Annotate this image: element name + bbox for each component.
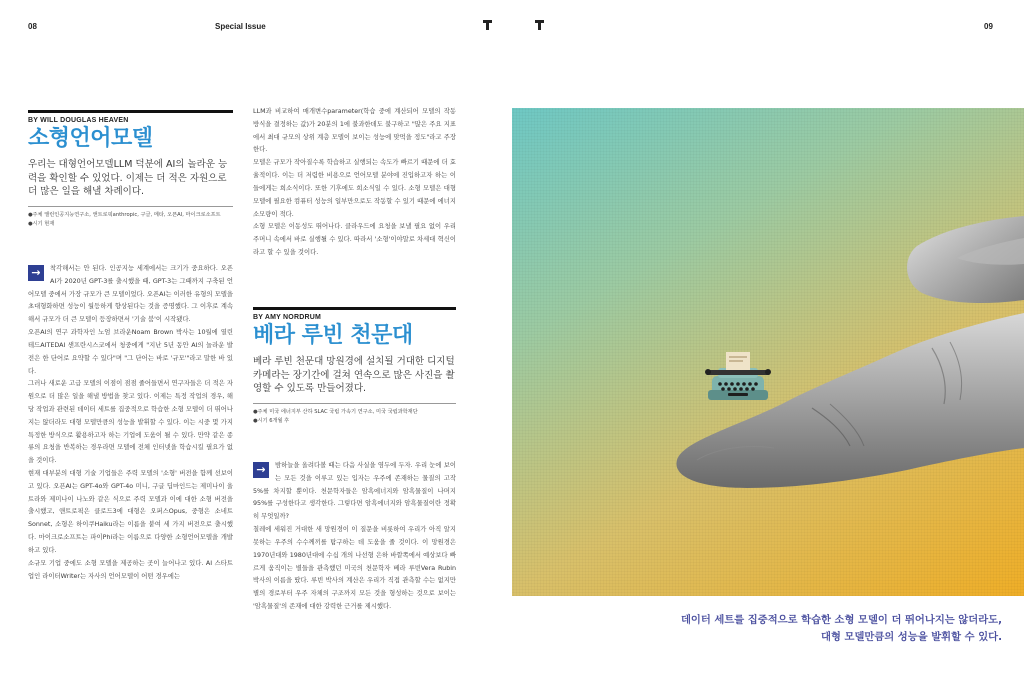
article2-body: [253, 460, 456, 614]
typewriter-on-finger-icon: [512, 108, 1024, 596]
article1-continued: [253, 106, 456, 260]
article1-topic-who: ●주체 앨런인공지능연구소, 앤트로픽anthropic, 구글, 메타, 오픈AI, 마이크로소프트: [28, 211, 221, 218]
article2-topics: [253, 403, 456, 426]
arrow-right-icon: →: [253, 462, 269, 478]
article1-paragraph: 그러나 새로운 고급 모델의 이점이 점점 줄어들면서 연구자들은 더 적은 자원으로 더 많은 일을 해낼 방법을 찾고 있다. 이제는 특정 작업의 경우, 해당 작업과 관련된 데이터 세트를 집중적으로 학습한 소형 모델이 더 뛰어나지는 않더라도 대형 모델만큼의 성능을 발휘할 수 있다. 이는 시중 몇 가지 특정한 방식으로 활용하고자 하는 기업에 도움이 될 수 있다. 만약 같은 종류의 요청을 반복하는 경우라면 모델에 전체 인터넷을 학습시킬 필요가 없을 것이다.: [28, 380, 233, 465]
magazine-logo-icon: [535, 20, 544, 30]
photo-caption: [620, 612, 1002, 645]
article2-paragraph: 칠레에 세워진 거대한 새 망원경이 이 질문을 비롯하여 우리가 아직 알지 못하는 우주의 수수께끼를 탐구하는 데 도움을 줄 것이다. 이 망원경은 1970년대와 1980년대에 수십 개의 나선형 은하 바깥쪽에서 예상보다 빠르게 움직이는 별들을 관측했던 미국의 천문학자 베라 루빈Vera Rubin 박사의 이름을 땄다. 루빈 박사의 계산은 우리가 직접 관측할 수는 없지만 별의 경로부터 우주 자체의 구조까지 모든 것을 형성하는 것으로 보이는 '암흑물질'의 존재에 대한 강력한 근거를 제시했다.: [253, 526, 456, 610]
article2-byline: BY AMY NORDRUM: [253, 314, 322, 321]
article1-byline: BY WILL DOUGLAS HEAVEN: [28, 117, 129, 124]
feature-photo: [512, 108, 1024, 596]
page-number-left: 08: [28, 22, 37, 31]
page-number-right: 09: [984, 22, 993, 31]
article2-topic-who: ●주체 미국 에너지부 산하 SLAC 국립 가속기 연구소, 미국 국립과학재단: [253, 408, 418, 415]
article1-paragraph: 모델은 규모가 작아질수록 학습하고 실행되는 속도가 빠르기 때문에 더 효율적이다. 이는 더 저렴한 비용으로 언어모델 분야에 진입하고자 하는 이들에게는 희소식이다. 또한 기후에도 희소식일 수 있다. 소형 모델은 대형 모델에 필요한 컴퓨터 성능의 일부만으로도 작동할 수 있기 때문에 에너지 소모량이 적다.: [253, 159, 456, 218]
article1-paragraph: 오픈AI의 연구 과학자인 노엄 브라운Noam Brown 박사는 10월에 열린 테드AITEDAI 샌프란시스코에서 청중에게 "지난 5년 동안 AI의 놀라운 발전은 한 단어로 요약할 수 있다"며 "그 단어는 바로 '규모'"라고 말한 바 있다.: [28, 329, 233, 375]
article1-body: [28, 263, 233, 583]
article2-deck: 베라 루빈 천문대 망원경에 설치될 거대한 디지털카메라는 장기간에 걸쳐 연속으로 많은 사진을 촬영할 수 있도록 만들어졌다.: [253, 356, 455, 395]
article1-header: [28, 110, 233, 229]
article2-header: [253, 307, 456, 426]
article1-rule: [28, 110, 233, 113]
article1-paragraph: 착각해서는 안 된다. 인공지능 세계에서는 크기가 중요하다. 오픈AI가 2020년 GPT-3를 출시했을 때, GPT-3는 그때까지 구축된 언어모델 중에서 가장 규모가 큰 모델이었다. 오픈AI는 이러한 유형의 모델을 초대형화하면 성능이 월등하게 향상된다는 것을 증명했다. 그 이후로 계속해서 규모가 더 큰 모델이 등장하면서 '기술 붐'이 시작됐다.: [28, 265, 233, 324]
article1-topics: [28, 206, 233, 229]
section-label: Special Issue: [215, 22, 266, 31]
article2-topic-when: ●시기 6개월 후: [253, 417, 290, 424]
photo-caption-line: 대형 모델만큼의 성능을 발휘할 수 있다.: [821, 630, 1002, 643]
photo-caption-line: 데이터 세트를 집중적으로 학습한 소형 모델이 더 뛰어나지는 않더라도,: [680, 614, 1002, 626]
article1-paragraph: 소형 모델은 이동성도 뛰어나다. 클라우드에 요청을 보낼 필요 없이 우리 주머니 속에서 바로 실행될 수 있다. 따라서 '소형'이야말로 차세대 혁신이라고 할 수 있을 것이다.: [253, 223, 456, 256]
magazine-logo-icon: [483, 20, 492, 30]
article1-paragraph: 현재 대부분의 대형 기술 기업들은 주력 모델의 '소형' 버전을 함께 선보이고 있다. 오픈AI는 GPT-4o와 GPT-4o 미니, 구글 딥마인드는 제미나이 울트라와 제미나이 나노와 같은 식으로 주력 모델과 이에 대한 소형 버전을 출시했고, 앤트로픽은 클로드3에 대형은 오퍼스Opus, 중형은 소네트Sonnet, 소형은 하이쿠Haiku라는 이름을 붙여 세 가지 버전으로 출시했다. 마이크로소프트는 파이Phi라는 이름으로 다양한 소형언어모델을 개발하고 있다.: [28, 470, 233, 554]
article1-topic-when: ●시기 현재: [28, 220, 55, 227]
article1-paragraph: LLM과 비교하여 매개변수parameter(학습 중에 계산되어 모델의 작동 방식을 결정하는 값)가 20분의 1에 불과한데도 불구하고 "많은 주요 지표에서 최대 규모의 상위 계층 모델이 보이는 성능에 맞먹을 정도"라고 주장한다.: [253, 108, 456, 154]
article1-paragraph: 소규모 기업 중에도 소형 모델을 제공하는 곳이 늘어나고 있다. AI 스타트업인 라이터Writer는 자사의 언어모델이 어떤 경우에는: [28, 559, 233, 580]
article2-title: 베라 루빈 천문대: [253, 323, 413, 348]
arrow-right-icon: →: [28, 265, 44, 281]
article2-rule: [253, 307, 456, 310]
article1-title: 소형언어모델: [28, 126, 153, 151]
article1-deck: 우리는 대형언어모델LLM 덕분에 AI의 놀라운 능력을 확인할 수 있었다. 이제는 더 적은 자원으로 더 많은 일을 해낼 차례이다.: [28, 159, 228, 198]
article2-paragraph: 밤하늘을 올려다볼 때는 다음 사실을 염두에 두자. 우리 눈에 보이는 모든 것을 이루고 있는 입자는 우주에 존재하는 물질의 고작 5%를 차지할 뿐이다. 천문학자들은 암흑에너지와 암흑물질이 나머지 95%를 구성한다고 생각한다. 그렇다면 암흑에너지와 암흑물질이란 정확히 무엇일까?: [253, 462, 456, 521]
